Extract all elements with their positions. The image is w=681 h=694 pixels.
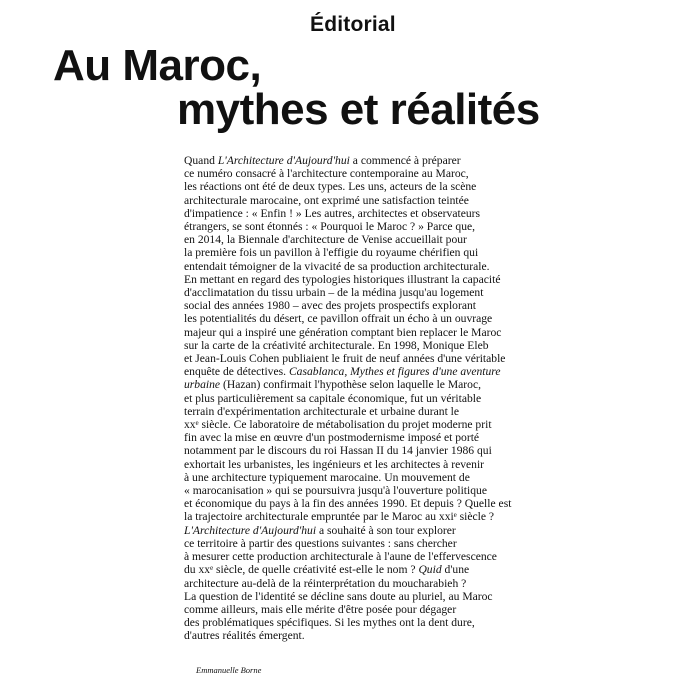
text-run: comme ailleurs, mais elle mérite d'être posée pour dégager (184, 602, 457, 616)
body-line (184, 484, 524, 497)
body-line (184, 537, 524, 550)
text-run: entendait témoigner de la vivacité de sa production architecturale. (184, 259, 490, 273)
text-run: ce numéro consacré à l'architecture contemporaine au Maroc, (184, 167, 469, 181)
body-line (184, 312, 524, 325)
body-line (184, 365, 524, 378)
body-line (184, 629, 524, 642)
text-run: et plus particulièrement sa capitale économique, fut un véritable (184, 391, 482, 405)
body-line (184, 352, 524, 365)
body-line (184, 220, 524, 233)
body-line (184, 497, 524, 510)
italic-text: L'Architecture d'Aujourd'hui (184, 523, 317, 537)
body-line (184, 273, 524, 286)
text-run: Quand (184, 154, 218, 167)
body-line (184, 154, 524, 167)
text-run: a souhaité à son tour explorer (316, 523, 456, 537)
body-line (184, 194, 524, 207)
author-signature: Emmanuelle Borne (196, 665, 262, 675)
body-line (184, 590, 524, 603)
body-line (184, 418, 524, 431)
body-line (184, 603, 524, 616)
text-run: d'impatience : « Enfin ! » Les autres, architectes et observateurs (184, 206, 481, 220)
body-line (184, 260, 524, 273)
page-title (0, 41, 540, 134)
body-line (184, 577, 524, 590)
body-line (184, 550, 524, 563)
text-run: architecture au-delà de la réinterprétation du moucharabieh ? (184, 576, 467, 590)
body-line (184, 167, 524, 180)
body-line (184, 510, 524, 523)
text-run: d'acclimatation du tissu urbain – de la médina jusqu'au logement (184, 286, 484, 300)
body-line (184, 392, 524, 405)
body-line (184, 458, 524, 471)
text-run: du xxᵉ siècle, de quelle créativité est-elle le nom ? (184, 563, 419, 577)
body-line (184, 180, 524, 193)
text-run: enquête de détectives. (184, 365, 289, 379)
italic-text: Casablanca, Mythes et figures d'une aventure (288, 365, 501, 379)
body-line (184, 207, 524, 220)
text-run: « marocanisation » qui se poursuivra jusqu'à l'ouverture politique (184, 484, 487, 498)
text-run: la trajectoire architecturale empruntée par le Maroc au xxiᵉ siècle ? (184, 510, 495, 524)
text-run: En mettant en regard des typologies historiques illustrant la capacité (184, 272, 501, 286)
body-line (184, 405, 524, 418)
title-line: mythes et réalités (177, 85, 540, 134)
body-line (184, 378, 524, 391)
italic-text: L'Architecture d'Aujourd'hui (217, 154, 350, 167)
body-line (184, 299, 524, 312)
text-run: la première fois un pavillon à l'effigie du royaume chérifien qui (184, 246, 479, 260)
text-run: fin avec la mise en œuvre d'un postmodernisme imposé et porté (184, 431, 480, 445)
body-line (184, 616, 524, 629)
body-line (184, 471, 524, 484)
text-run: (Hazan) confirmait l'hypothèse selon laquelle le Maroc, (220, 378, 481, 392)
body-line (184, 286, 524, 299)
text-run: d'autres réalités émergent. (184, 629, 305, 643)
title-line: Au Maroc, (53, 41, 262, 90)
text-run: ce territoire à partir des questions suivantes : sans chercher (184, 536, 457, 550)
body-line (184, 444, 524, 457)
text-run: sur la carte de la créativité architecturale. En 1998, Monique Eleb (184, 338, 489, 352)
body-line (184, 339, 524, 352)
text-run: La question de l'identité se décline sans doute au pluriel, au Maroc (184, 589, 493, 603)
text-run: a commencé à préparer (349, 154, 461, 167)
text-run: architecturale marocaine, ont exprimé une satisfaction teintée (184, 193, 469, 207)
text-run: social des années 1980 – avec des projets prospectifs explorant (184, 299, 477, 313)
text-run: et économique du pays à la fin des années 1990. Et depuis ? Quelle est (184, 497, 512, 511)
text-run: notamment par le discours du roi Hassan II du 14 janvier 1986 qui (184, 444, 492, 458)
text-run: les réactions ont été de deux types. Les uns, acteurs de la scène (184, 180, 477, 194)
text-run: d'une (441, 563, 470, 577)
editorial-body (184, 154, 524, 643)
body-line (184, 326, 524, 339)
text-run: des problématiques spécifiques. Si les mythes ont la dent dure, (184, 616, 475, 630)
section-label: Éditorial (310, 13, 396, 36)
body-line (184, 563, 524, 576)
text-run: étrangers, se sont étonnés : « Pourquoi le Maroc ? » Parce que, (184, 220, 476, 234)
body-line (184, 246, 524, 259)
body-line (184, 524, 524, 537)
text-run: les potentialités du désert, ce pavillon offrait un écho à un ouvrage (184, 312, 493, 326)
text-run: et Jean-Louis Cohen publiaient le fruit de neuf années d'une véritable (184, 352, 506, 366)
text-run: en 2014, la Biennale d'architecture de Venise accueillait pour (184, 233, 467, 247)
body-line (184, 233, 524, 246)
text-run: à une architecture typiquement marocaine. Un mouvement de (184, 470, 470, 484)
text-run: majeur qui a inspiré une génération comptant bien replacer le Maroc (184, 325, 502, 339)
text-run: à mesurer cette production architecturale à l'aune de l'effervescence (184, 550, 497, 564)
italic-text: urbaine (184, 378, 221, 392)
italic-text: Quid (418, 563, 442, 577)
text-run: exhortait les urbanistes, les ingénieurs et les architectes à revenir (184, 457, 485, 471)
body-line (184, 431, 524, 444)
text-run: terrain d'expérimentation architecturale et urbaine durant le (184, 404, 460, 418)
text-run: xxᵉ siècle. Ce laboratoire de métabolisation du projet moderne prit (184, 418, 492, 432)
